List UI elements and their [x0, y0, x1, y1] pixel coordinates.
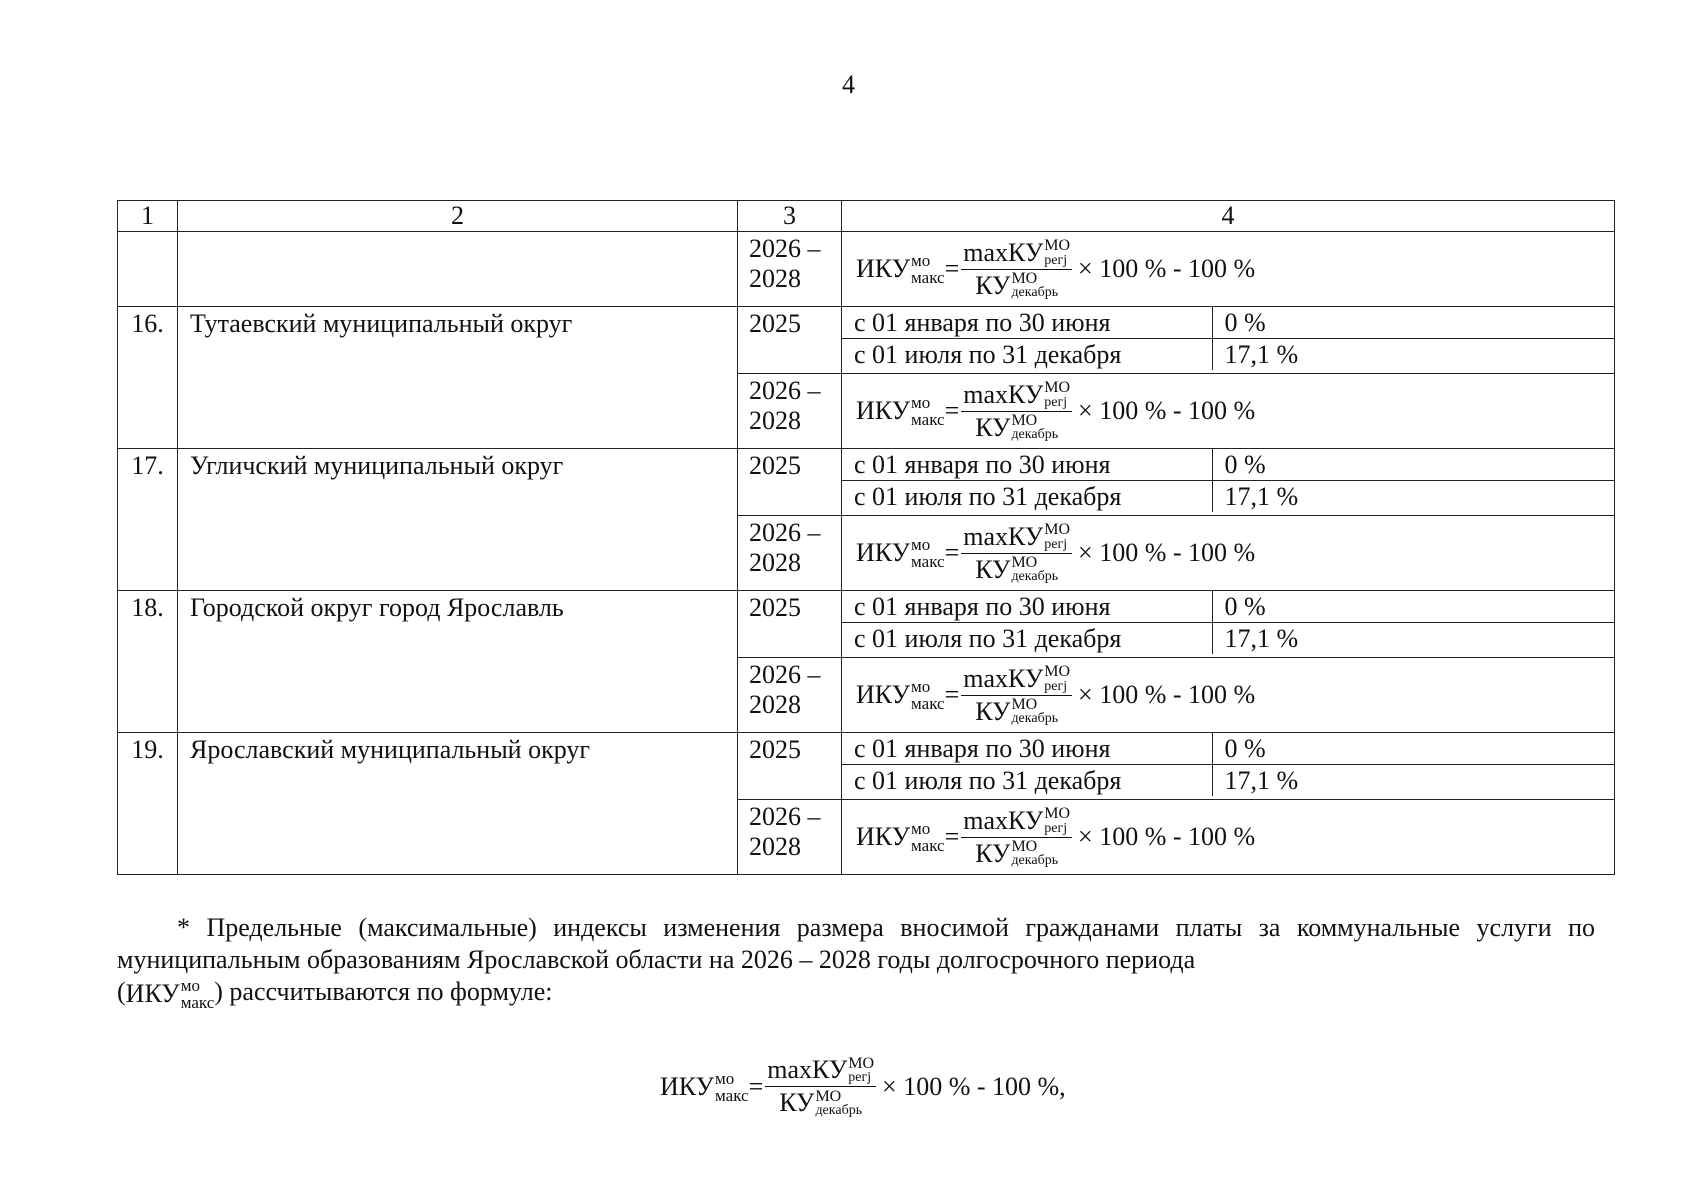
formula-lhs-sub: макс	[911, 268, 945, 287]
formula-num-sup: МО	[1044, 521, 1071, 539]
formula-cell	[842, 658, 1615, 733]
table-row	[118, 307, 1615, 374]
formula-den-sub: декабрь	[1011, 427, 1059, 443]
formula-tail: × 100 % - 100 %	[1078, 538, 1256, 568]
formula-den-sup: МО	[1011, 270, 1038, 288]
page-number: 4	[842, 70, 855, 99]
formula-num-sup: МО	[848, 1054, 875, 1072]
years-cell: 2026 – 2028	[738, 374, 842, 449]
formula-den-sup: МО	[1011, 412, 1038, 430]
row-number-cell	[118, 232, 178, 307]
index-formula	[856, 238, 1255, 301]
row-number: 18.	[118, 591, 178, 733]
formula-lhs-sup: мо	[911, 251, 931, 270]
period-text: с 01 июля по 31 декабря	[854, 481, 1122, 511]
formula-num-sup: МО	[1044, 663, 1071, 681]
years-cell: 2026 – 2028	[738, 800, 842, 875]
formula-lhs-sub: макс	[911, 836, 945, 855]
header-col-2: 2	[178, 201, 738, 232]
index-formula	[856, 806, 1255, 869]
period-text: с 01 января по 30 июня	[842, 449, 1212, 481]
municipality-name: Угличский муниципальный округ	[178, 449, 738, 591]
formula-num-sub: регj	[1044, 536, 1068, 552]
period-cell	[842, 307, 1615, 374]
year-cell: 2025	[738, 733, 842, 800]
index-formula	[856, 380, 1255, 443]
formula-den-sub: декабрь	[1011, 285, 1059, 301]
footnote	[117, 912, 1595, 1011]
formula-den-base: КУ	[975, 412, 1011, 442]
municipality-name: Ярославский муниципальный округ	[178, 733, 738, 875]
formula-tail: × 100 % - 100 %	[1078, 822, 1256, 852]
formula-num-base: maxКУ	[963, 663, 1044, 693]
formula-den-base: КУ	[975, 270, 1011, 300]
formula-tail: × 100 % - 100 %,	[882, 1071, 1066, 1101]
formula-lhs: ИКУ	[856, 254, 911, 284]
header-col-4: 4	[842, 201, 1615, 232]
index-formula	[856, 664, 1255, 727]
row-name-cell	[178, 232, 738, 307]
formula-num-sup: МО	[1044, 805, 1071, 823]
formula-tail: × 100 % - 100 %	[1078, 680, 1256, 710]
formula-lhs-sub: макс	[911, 552, 945, 571]
formula-eq: =	[944, 680, 960, 710]
formula-num-base: maxКУ	[963, 805, 1044, 835]
index-value: 0 %	[1212, 449, 1614, 481]
formula-fraction	[961, 806, 1072, 869]
formula-num-base: maxКУ	[963, 379, 1044, 409]
index-value: 17,1 %	[1212, 339, 1614, 371]
formula-num-sub: регj	[1044, 678, 1068, 694]
formula-den-sup: МО	[1011, 554, 1038, 572]
period-text: с 01 июля по 31 декабря	[854, 765, 1122, 795]
formula-lhs: ИКУ	[856, 396, 911, 426]
formula-eq: =	[944, 396, 960, 426]
formula-eq: =	[944, 822, 960, 852]
symbol-sub: макс	[180, 993, 215, 1013]
formula-tail: × 100 % - 100 %	[1078, 396, 1256, 426]
formula-lhs-sub: макс	[911, 410, 945, 429]
formula-fraction	[961, 238, 1072, 301]
formula-lhs: ИКУ	[856, 538, 911, 568]
municipality-name: Тутаевский муниципальный округ	[178, 307, 738, 449]
index-value: 17,1 %	[1212, 623, 1614, 655]
index-value: 0 %	[1212, 733, 1614, 765]
formula-lhs: ИКУ	[856, 822, 911, 852]
formula-den-sub: декабрь	[1011, 853, 1059, 869]
row-number: 17.	[118, 449, 178, 591]
formula-den-sub: декабрь	[815, 1102, 863, 1118]
formula-fraction	[765, 1055, 876, 1118]
symbol-sup: мо	[180, 976, 200, 996]
period-cell	[842, 591, 1615, 658]
period-text: с 01 января по 30 июня	[842, 733, 1212, 765]
formula-cell	[842, 232, 1615, 307]
formula-num-sub: регj	[848, 1069, 872, 1085]
formula-den-base: КУ	[975, 696, 1011, 726]
years-cell: 2026 – 2028	[738, 232, 842, 307]
index-formula	[856, 522, 1255, 585]
formula-fraction	[961, 380, 1072, 443]
header-col-1: 1	[118, 201, 178, 232]
index-value: 0 %	[1212, 307, 1614, 339]
formula-lhs: ИКУ	[660, 1071, 715, 1101]
formula-num-base: maxКУ	[767, 1055, 848, 1084]
formula-den-base: КУ	[975, 838, 1011, 868]
formula-fraction	[961, 522, 1072, 585]
index-table	[117, 200, 1615, 875]
formula-num-base: maxКУ	[963, 521, 1044, 551]
period-cell	[842, 449, 1615, 516]
formula-lhs-sup: мо	[715, 1068, 735, 1088]
formula-lhs-sup: мо	[911, 535, 931, 554]
formula-lhs-sup: мо	[911, 393, 931, 412]
index-value: 17,1 %	[1212, 481, 1614, 513]
formula-fraction	[961, 664, 1072, 727]
period-text: с 01 июля по 31 декабря	[854, 339, 1122, 369]
footnote-open-paren: (	[117, 977, 126, 1006]
formula-cell	[842, 516, 1615, 591]
formula-lhs: ИКУ	[856, 680, 911, 710]
formula-eq: =	[944, 538, 960, 568]
formula-tail: × 100 % - 100 %	[1078, 254, 1256, 284]
table-row-continuation	[118, 232, 1615, 307]
formula-num-sup: МО	[1044, 237, 1071, 255]
formula-den-sub: декабрь	[1011, 711, 1059, 727]
formula-cell	[842, 800, 1615, 875]
years-cell: 2026 – 2028	[738, 516, 842, 591]
footnote-symbol	[126, 977, 215, 1011]
index-value: 0 %	[1212, 591, 1614, 623]
years-cell: 2026 – 2028	[738, 658, 842, 733]
symbol-base: ИКУ	[125, 979, 180, 1009]
footnote-text: * Предельные (максимальные) индексы изменения размера вносимой гражданами платы за коммунальные услуги по муниципальным образованиям Ярославской области на 2026 – 2028 годы долгосрочного периода	[117, 913, 1595, 974]
formula-den-sup: МО	[1011, 838, 1038, 856]
formula-num-sup: МО	[1044, 379, 1071, 397]
formula-den-base: КУ	[779, 1088, 815, 1117]
formula-lhs-sub: макс	[911, 694, 945, 713]
formula-num-sub: регj	[1044, 394, 1068, 410]
table-row	[118, 591, 1615, 658]
index-value: 17,1 %	[1212, 765, 1614, 797]
formula-eq: =	[748, 1071, 764, 1101]
formula-den-base: КУ	[975, 554, 1011, 584]
formula-lhs-sub: макс	[715, 1085, 749, 1105]
row-number: 16.	[118, 307, 178, 449]
municipality-name: Городской округ город Ярославль	[178, 591, 738, 733]
formula-num-base: maxКУ	[963, 237, 1044, 267]
formula-num-sub: регj	[1044, 252, 1068, 268]
year-cell: 2025	[738, 449, 842, 516]
year-cell: 2025	[738, 307, 842, 374]
period-text: с 01 июля по 31 декабря	[854, 623, 1122, 653]
index-formula	[660, 1055, 1066, 1118]
header-col-3: 3	[738, 201, 842, 232]
formula-cell	[842, 374, 1615, 449]
row-number: 19.	[118, 733, 178, 875]
year-cell: 2025	[738, 591, 842, 658]
formula-num-sub: регj	[1044, 820, 1068, 836]
formula-den-sup: МО	[1011, 696, 1038, 714]
period-cell	[842, 733, 1615, 800]
table-row	[118, 449, 1615, 516]
formula-lhs-sup: мо	[911, 677, 931, 696]
table-header-row	[118, 201, 1615, 232]
period-text: с 01 января по 30 июня	[842, 307, 1212, 339]
table-row	[118, 733, 1615, 800]
formula-eq: =	[944, 254, 960, 284]
footnote-closing: ) рассчитываются по формуле:	[214, 977, 553, 1006]
bottom-formula	[660, 1055, 1066, 1118]
formula-den-sub: декабрь	[1011, 569, 1059, 585]
formula-lhs-sup: мо	[911, 819, 931, 838]
period-text: с 01 января по 30 июня	[842, 591, 1212, 623]
formula-den-sup: МО	[815, 1087, 842, 1105]
